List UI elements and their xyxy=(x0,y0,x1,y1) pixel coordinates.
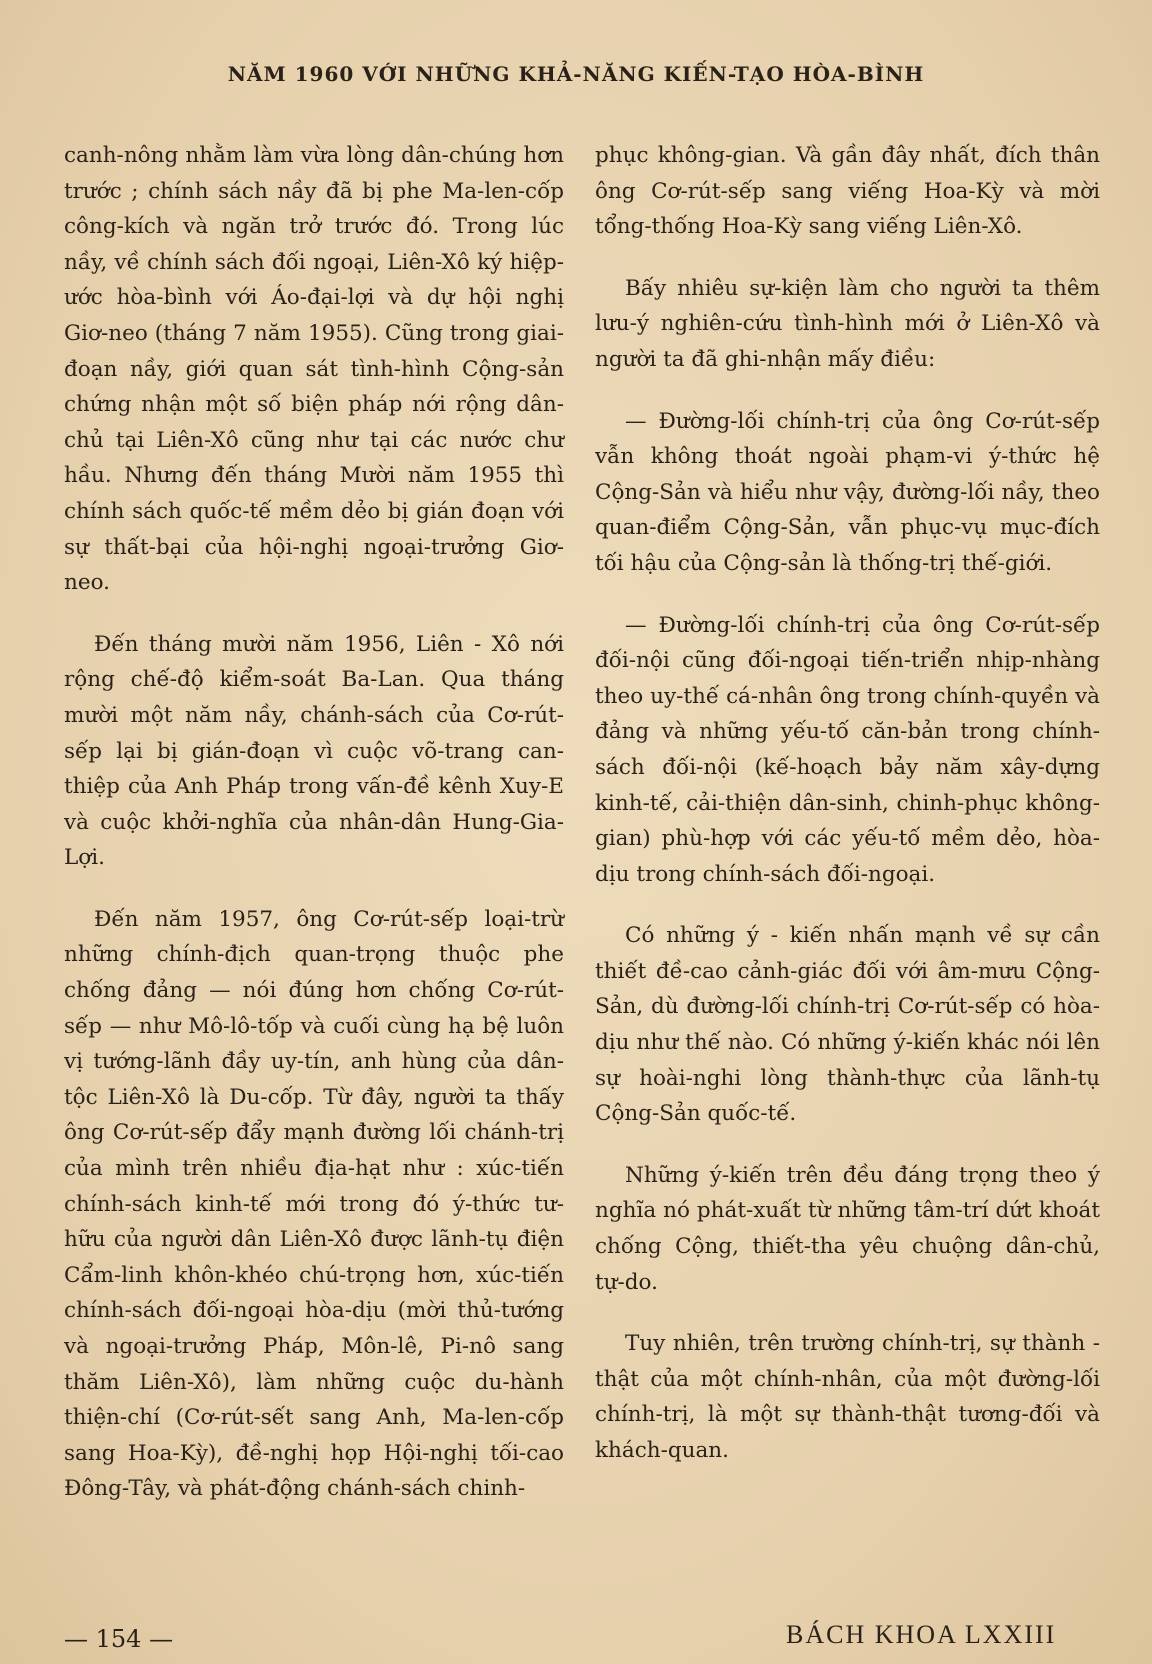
paragraph: Có những ý - kiến nhấn mạnh về sự cần thiết đề-cao cảnh-giác đối với âm-mưu Cộng-Sản, dù đường-lối chính-trị Cơ-rút-sếp có hòa-dịu như thế nào. Có những ý-kiến khác nói lên sự hoài-nghi lòng thành-thực của lãnh-tụ Cộng-Sản quốc-tế. xyxy=(595,923,1100,1127)
paragraph: Bấy nhiêu sự-kiện làm cho người ta thêm lưu-ý nghiên-cứu tình-hình mới ở Liên-Xô và người ta đã ghi-nhận mấy điều: xyxy=(595,275,1100,372)
paragraph: canh-nông nhằm làm vừa lòng dân-chúng hơn trước ; chính sách nầy đã bị phe Ma-len-cốp công-kích và ngăn trở trước đó. Trong lúc nầy, về chính sách đối ngoại, Liên-Xô ký hiệp-ước hòa-bình với Áo-đại-lợi và dự hội nghị Giơ-neo (tháng 7 năm 1955). Cũng trong giai-đoạn nầy, giới quan sát tình-hình Cộng-sản chứng nhận một số biện pháp nới rộng dân-chủ tại Liên-Xô cũng như tại các nước chư hầu. Nhưng đến tháng Mười năm 1955 thì chính sách quốc-tế mềm dẻo bị gián đoạn với sự thất-bại của hội-nghị ngoại-trưởng Giơ-neo. xyxy=(64,143,564,596)
paragraph: — Đường-lối chính-trị của ông Cơ-rút-sếp đối-nội cũng đối-ngoại tiến-triển nhịp-nhàng theo uy-thế cá-nhân ông trong chính-quyền và đảng và những yếu-tố căn-bản trong chính-sách đối-nội (kế-hoạch bảy năm xây-dựng kinh-tế, cải-thiện dân-sinh, chinh-phục không-gian) phù-hợp với các yếu-tố mềm dẻo, hòa-dịu trong chính-sách đối-ngoại. xyxy=(595,612,1100,887)
paragraph: phục không-gian. Và gần đây nhất, đích thân ông Cơ-rút-sếp sang viếng Hoa-Kỳ và mời tổng-thống Hoa-Kỳ sang viếng Liên-Xô. xyxy=(595,143,1100,240)
journal-title: BÁCH KHOA LXXIII xyxy=(786,1620,1057,1649)
paragraph: Đến năm 1957, ông Cơ-rút-sếp loại-trừ những chính-địch quan-trọng thuộc phe chống đảng — nói đúng hơn chống Cơ-rút-sếp — như Mô-lô-tốp và cuối cùng hạ bệ luôn vị tướng-lãnh đầy uy-tín, anh hùng của dân-tộc Liên-Xô là Du-cốp. Từ đây, người ta thấy ông Cơ-rút-sếp đẩy mạnh đường lối chánh-trị của mình trên nhiều địa-hạt như : xúc-tiến chính-sách kinh-tế mới trong đó ý-thức tư-hữu của người dân Liên-Xô được lãnh-tụ điện Cẩm-linh khôn-khéo chú-trọng hơn, xúc-tiến chính-sách đối-ngoại hòa-dịu (mời thủ-tướng và ngoại-trưởng Pháp, Môn-lê, Pi-nô sang thăm Liên-Xô), làm những cuộc du-hành thiện-chí (Cơ-rút-sết sang Anh, Ma-len-cốp sang Hoa-Kỳ), đề-nghị họp Hội-nghị tối-cao Đông-Tây, và phát-động chánh-sách chinh- xyxy=(64,906,564,1502)
paragraph: — Đường-lối chính-trị của ông Cơ-rút-sếp vẫn không thoát ngoài phạm-vi ý-thức hệ Cộng-Sản và hiểu như vậy, đường-lối nầy, theo quan-điểm Cộng-Sản, vẫn phục-vụ mục-đích tối hậu của Cộng-sản là thống-trị thế-giới. xyxy=(595,408,1100,576)
left-column xyxy=(64,138,564,1533)
right-column xyxy=(595,138,1100,1495)
running-head: NĂM 1960 VỚI NHỮNG KHẢ-NĂNG KIẾN-TẠO HÒA-BÌNH xyxy=(227,62,925,86)
paragraph: Đến tháng mười năm 1956, Liên - Xô nới rộng chế-độ kiểm-soát Ba-Lan. Qua tháng mười một năm nầy, chánh-sách của Cơ-rút-sếp lại bị gián-đoạn vì cuộc võ-trang can-thiệp của Anh Pháp trong vấn-đề kênh Xuy-E và cuộc khởi-nghĩa của nhân-dân Hung-Gia-Lợi. xyxy=(64,631,564,871)
paragraph: Tuy nhiên, trên trường chính-trị, sự thành - thật của một chính-nhân, của một đường-lối chính-trị, là một sự thành-thật tương-đối và khách-quan. xyxy=(595,1331,1100,1463)
page-number: — 154 — xyxy=(64,1625,174,1653)
paragraph: Những ý-kiến trên đều đáng trọng theo ý nghĩa nó phát-xuất từ những tâm-trí dứt khoát chống Cộng, thiết-tha yêu chuộng dân-chủ, tự-do. xyxy=(595,1162,1100,1295)
